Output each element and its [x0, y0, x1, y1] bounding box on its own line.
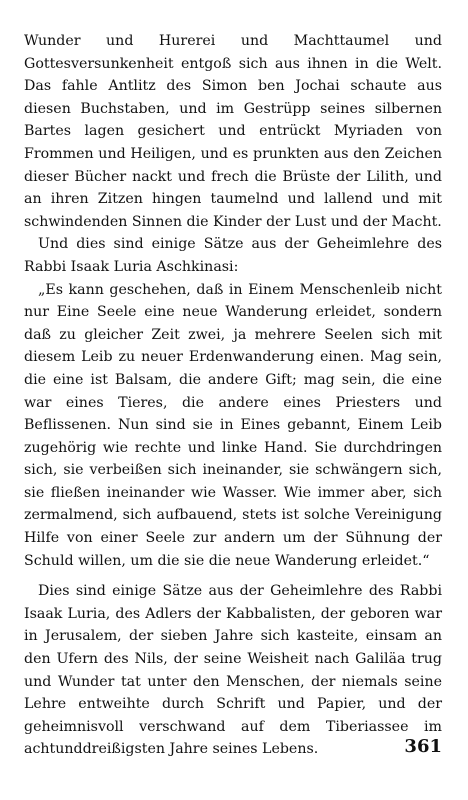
page-number: 361 — [404, 736, 442, 757]
paragraph-closing: Dies sind einige Sätze aus der Geheimlehre des Rabbi Isaak Luria, des Adlers der Kabbalisten, der geboren war in Jerusalem, der sieben Jahre sich kasteite, einsam an den Ufern des Nils, der seine Weisheit nach Galiläa trug und Wunder tat unter den Menschen, der niemals seine Lehre entweihte durch Schrift und Papier, und der geheimnisvoll verschwand auf dem Tiberiassee im achtunddreißigsten Jahre seines Lebens. — [24, 583, 442, 758]
paragraph-intro-sayings: Und dies sind einige Sätze aus der Geheimlehre des Rabbi Isaak Luria Aschkinasi: — [24, 236, 442, 275]
book-page — [24, 30, 442, 761]
paragraph-opening: Wunder und Hurerei und Machttaumel und Gottesversunkenheit entgoß sich aus ihnen in die Welt. Das fahle Antlitz des Simon ben Jochai schaute aus diesen Buchstaben, und im Gestrüpp seines silbernen Bartes lagen gesichert und entrückt Myriaden von Frommen und Heiligen, und es prunkten aus den Zeichen dieser Bücher nackt und frech die Brüste der Lilith, und an ihren Zitzen hingen taumelnd und lallend und mit schwindenden Sinnen die Kinder der Lust und der Macht. — [24, 33, 442, 230]
paragraph-quotation: „Es kann geschehen, daß in Einem Menschenleib nicht nur Eine Seele eine neue Wanderung erleidet, sondern daß zu gleicher Zeit zwei, ja mehrere Seelen sich mit diesem Leib zu neuer Erdenwanderung einen. Mag sein, die eine ist Balsam, die andere Gift; mag sein, die eine war eines Tieres, die andere eines Priesters und Beflissenen. Nun sind sie in Eines gebannt, Einem Leib zugehörig wie rechte und linke Hand. Sie durchdringen sich, sie verbeißen sich ineinander, sie schwängern sich, sie fließen ineinander wie Wasser. Wie immer aber, sich zermalmend, sich aufbauend, stets ist solche Vereinigung Hilfe von einer Seele zur andern um der Sühnung der Schuld willen, um die sie die neue Wanderung erleidet.“ — [24, 281, 442, 569]
